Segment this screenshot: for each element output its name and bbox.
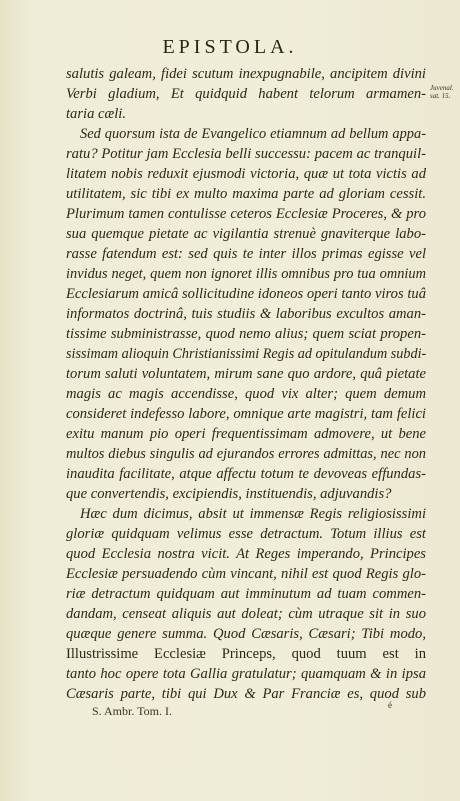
margin-note-line: sat. 15. (430, 92, 451, 100)
text-line: informatos doctrinâ, tuis studiis & laboribus excultos aman- (66, 306, 426, 322)
body-text (66, 64, 426, 704)
margin-note (430, 84, 458, 100)
text-line: multos diebus singulis ad ejurandos errores admittas, nec non (66, 446, 426, 462)
text-line: tanto hoc opere tota Gallia gratulatur; quamquam & in ipsa (66, 666, 426, 682)
text-line: tissime subministrasse, quod nemo alius; quem sciat propen- (66, 326, 426, 342)
text-line: taria cæli. (66, 106, 126, 122)
text-line: Verbi gladium, Et quidquid habent telorum armamen- (66, 86, 426, 102)
text-line: ratu? Potitur jam Ecclesia belli successu: pacem ac tranquil- (66, 146, 426, 162)
paragraph-start-line: Sed quorsum ista de Evangelico etiamnum ad bellum appa- (80, 126, 426, 142)
text-line: sissimam alioquin Christianissimi Regis ad opitulandum subdi- (66, 346, 427, 362)
catchword: é (388, 700, 392, 710)
paragraph-start-line: Hæc dum dicimus, absit ut immensæ Regis religiosissimi (80, 506, 426, 522)
text-line: torum saluti voluntatem, mirum sane quo ardore, quâ pietate (66, 366, 426, 382)
text-line: Illustrissime Ecclesiæ Princeps, quod tuum est in (66, 646, 426, 662)
text-line: gloriæ quidquam velimus esse detractum. Totum illius est (66, 526, 426, 542)
text-line: sua quemque pietate ac vigilantia strenuè gnaviterque labo- (66, 226, 426, 242)
text-line: inaudita facilitate, atque affectu totum te devoveas effundas- (66, 466, 426, 482)
text-line: Ecclesiarum amicâ sollicitudine idoneos operi tanto viros tuâ (66, 286, 426, 302)
text-line: dandam, censeat aliquis aut doleat; cùm utraque sit in suo (66, 606, 426, 622)
margin-note-line: Juvenal. (430, 84, 454, 92)
page-header: EPISTOLA. (162, 36, 298, 58)
text-line: exitu manum pio operi frequentissimam admovere, ut bene (66, 426, 426, 442)
text-line: Cæsaris parte, tibi qui Dux & Par Franciæ es, quod sub (66, 686, 426, 702)
text-line: que convertendis, excipiendis, instituendis, adjuvandis? (66, 486, 392, 502)
signature-mark: S. Ambr. Tom. I. (92, 704, 172, 718)
text-line: litatem nobis reduxit ejusmodi victoria, quæ ut tota victis ad (66, 166, 426, 182)
text-line: quæque genere summa. Quod Cæsaris, Cæsari; Tibi modo, (66, 626, 426, 642)
text-line: Ecclesiæ persuadendo cùm vincant, nihil est quod Regis glo- (66, 566, 426, 582)
text-line: Plurimum tamen contulisse ceteros Ecclesiæ Proceres, & pro (66, 206, 426, 222)
text-line: magis ac magis accendisse, quod vix alter; quem demum (66, 386, 426, 402)
text-line: consideret indefesso labore, omnique arte magistri, tam felici (66, 406, 426, 422)
text-line: rasse fatendum est: sed quis te inter illos primas egisse vel (66, 246, 426, 262)
text-line: invidus neget, quem non ignoret illis omnibus pro tua omnium (66, 266, 426, 282)
text-line: salutis galeam, fidei scutum inexpugnabile, ancipitem divini (66, 66, 426, 82)
text-line: quod Ecclesia nostra vicit. At Reges imperando, Principes (66, 546, 426, 562)
text-line: utilitatem, sic tibi ex multo maxima parte ad gloriam cessit. (66, 186, 426, 202)
text-line: riæ detractum quidquam aut imminutum ad tuam commen- (66, 586, 426, 602)
